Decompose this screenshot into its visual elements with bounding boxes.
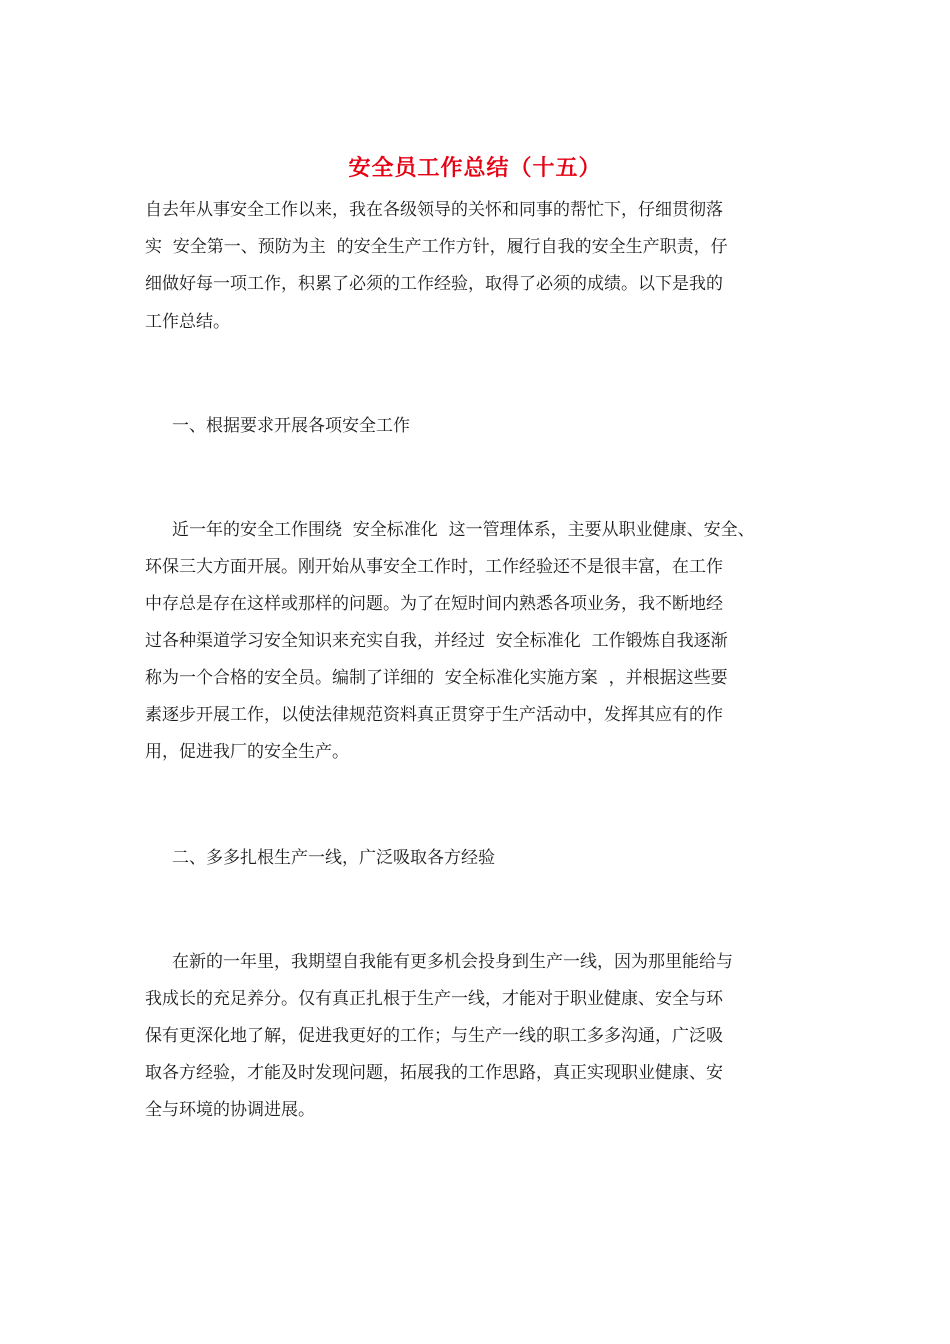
intro-line-4: 工作总结。 <box>145 312 230 332</box>
intro-line-2: 实 安全第一、预防为主 的安全生产工作方针，履行自我的安全生产职责，仔 <box>145 237 728 257</box>
document-title: 安全员工作总结（十五） <box>348 155 602 181</box>
section1-line-3: 中存总是存在这样或那样的问题。为了在短时间内熟悉各项业务，我不断地经 <box>145 594 723 614</box>
section1-line-4: 过各种渠道学习安全知识来充实自我，并经过 安全标准化 工作锻炼自我逐渐 <box>145 631 728 651</box>
section1-line-1: 近一年的安全工作围绕 安全标准化 这一管理体系，主要从职业健康、安全、 <box>172 520 755 540</box>
section2-line-3: 保有更深化地了解，促进我更好的工作；与生产一线的职工多多沟通，广泛吸 <box>145 1026 723 1046</box>
section2-heading: 二、多多扎根生产一线，广泛吸取各方经验 <box>172 848 495 868</box>
section2-line-4: 取各方经验，才能及时发现问题，拓展我的工作思路，真正实现职业健康、安 <box>145 1063 723 1083</box>
section2-line-1: 在新的一年里，我期望自我能有更多机会投身到生产一线，因为那里能给与 <box>172 952 733 972</box>
section1-line-7: 用，促进我厂的安全生产。 <box>145 742 349 762</box>
section1-line-6: 素逐步开展工作，以使法律规范资料真正贯穿于生产活动中，发挥其应有的作 <box>145 705 723 725</box>
section1-heading: 一、根据要求开展各项安全工作 <box>172 416 410 436</box>
section1-line-2: 环保三大方面开展。刚开始从事安全工作时，工作经验还不是很丰富，在工作 <box>145 557 723 577</box>
section2-line-2: 我成长的充足养分。仅有真正扎根于生产一线，才能对于职业健康、安全与环 <box>145 989 723 1009</box>
section1-line-5: 称为一个合格的安全员。编制了详细的 安全标准化实施方案 ，并根据这些要 <box>145 668 728 688</box>
intro-line-1: 自去年从事安全工作以来，我在各级领导的关怀和同事的帮忙下，仔细贯彻落 <box>145 200 723 220</box>
section2-line-5: 全与环境的协调进展。 <box>145 1100 315 1120</box>
intro-line-3: 细做好每一项工作，积累了必须的工作经验，取得了必须的成绩。以下是我的 <box>145 274 723 294</box>
